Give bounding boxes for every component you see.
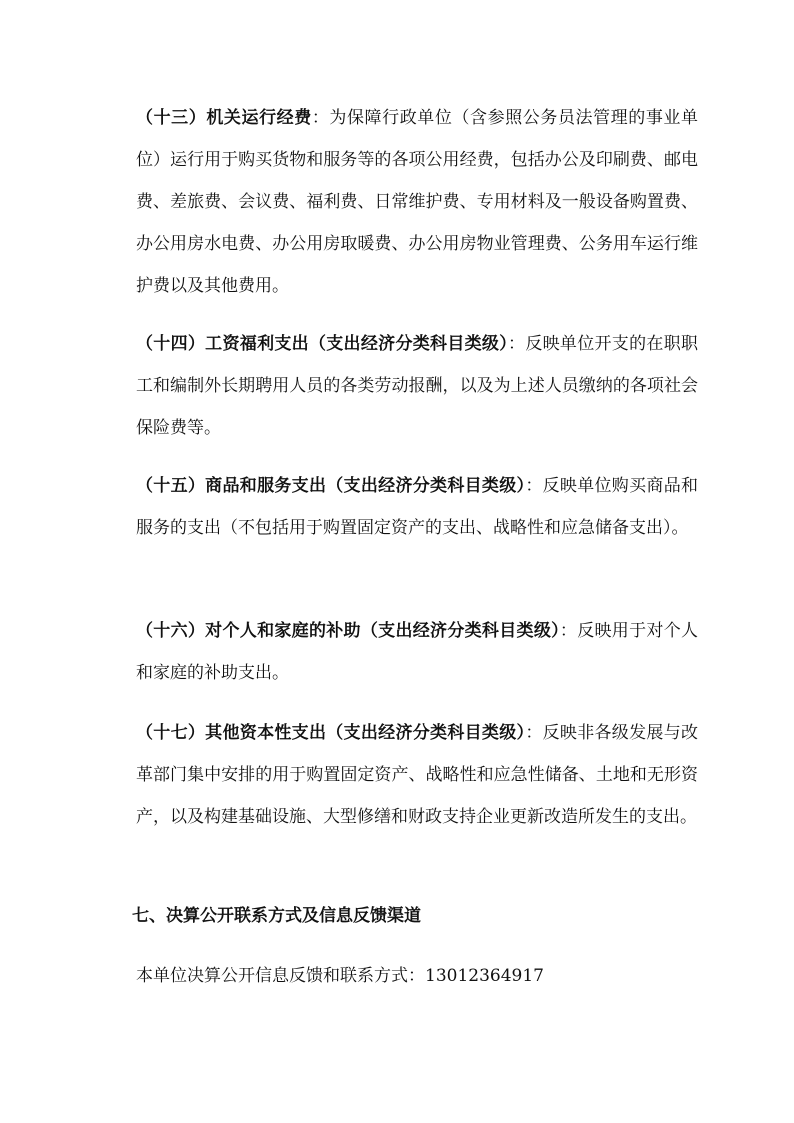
- definition-paragraph-13: [118, 97, 698, 307]
- definition-term: （十五）商品和服务支出（支出经济分类科目类级）: [136, 476, 526, 496]
- definition-term: （十三）机关运行经费: [136, 108, 312, 128]
- definition-term: （十七）其他资本性支出（支出经济分类科目类级）: [136, 723, 526, 743]
- definition-paragraph-16: [118, 610, 698, 694]
- definition-body: ：反映用于对个人和家庭的补助支出。: [136, 621, 698, 683]
- definition-body: ：反映非各级发展与改革部门集中安排的用于购置固定资产、战略性和应急性储备、土地和无形资产，以及构建基础设施、大型修缮和财政支持企业更新改造所发生的支出。: [136, 723, 698, 827]
- definition-paragraph-15: [118, 465, 698, 549]
- definition-body: ：为保障行政单位（含参照公务员法管理的事业单位）运行用于购买货物和服务等的各项公用经费，包括办公及印刷费、邮电费、差旅费、会议费、福利费、日常维护费、专用材料及一般设备购置费、办公用房水电费、办公用房取暖费、办公用房物业管理费、公务用车运行维护费以及其他费用。: [136, 108, 699, 296]
- definition-body: ：反映单位开支的在职职工和编制外长期聘用人员的各类劳动报酬，以及为上述人员缴纳的各项社会保险费等。: [136, 334, 698, 438]
- definition-paragraph-17: [118, 712, 698, 838]
- definition-body: ：反映单位购买商品和服务的支出（不包括用于购置固定资产的支出、战略性和应急储备支出）。: [136, 476, 698, 538]
- definition-term: （十六）对个人和家庭的补助（支出经济分类科目类级）: [136, 621, 560, 641]
- definition-paragraph-14: [118, 323, 698, 449]
- contact-info: 本单位决算公开信息反馈和联系方式：13012364917: [136, 966, 544, 986]
- definition-term: （十四）工资福利支出（支出经济分类科目类级）: [136, 334, 509, 354]
- section-heading: 七、决算公开联系方式及信息反馈渠道: [132, 906, 421, 926]
